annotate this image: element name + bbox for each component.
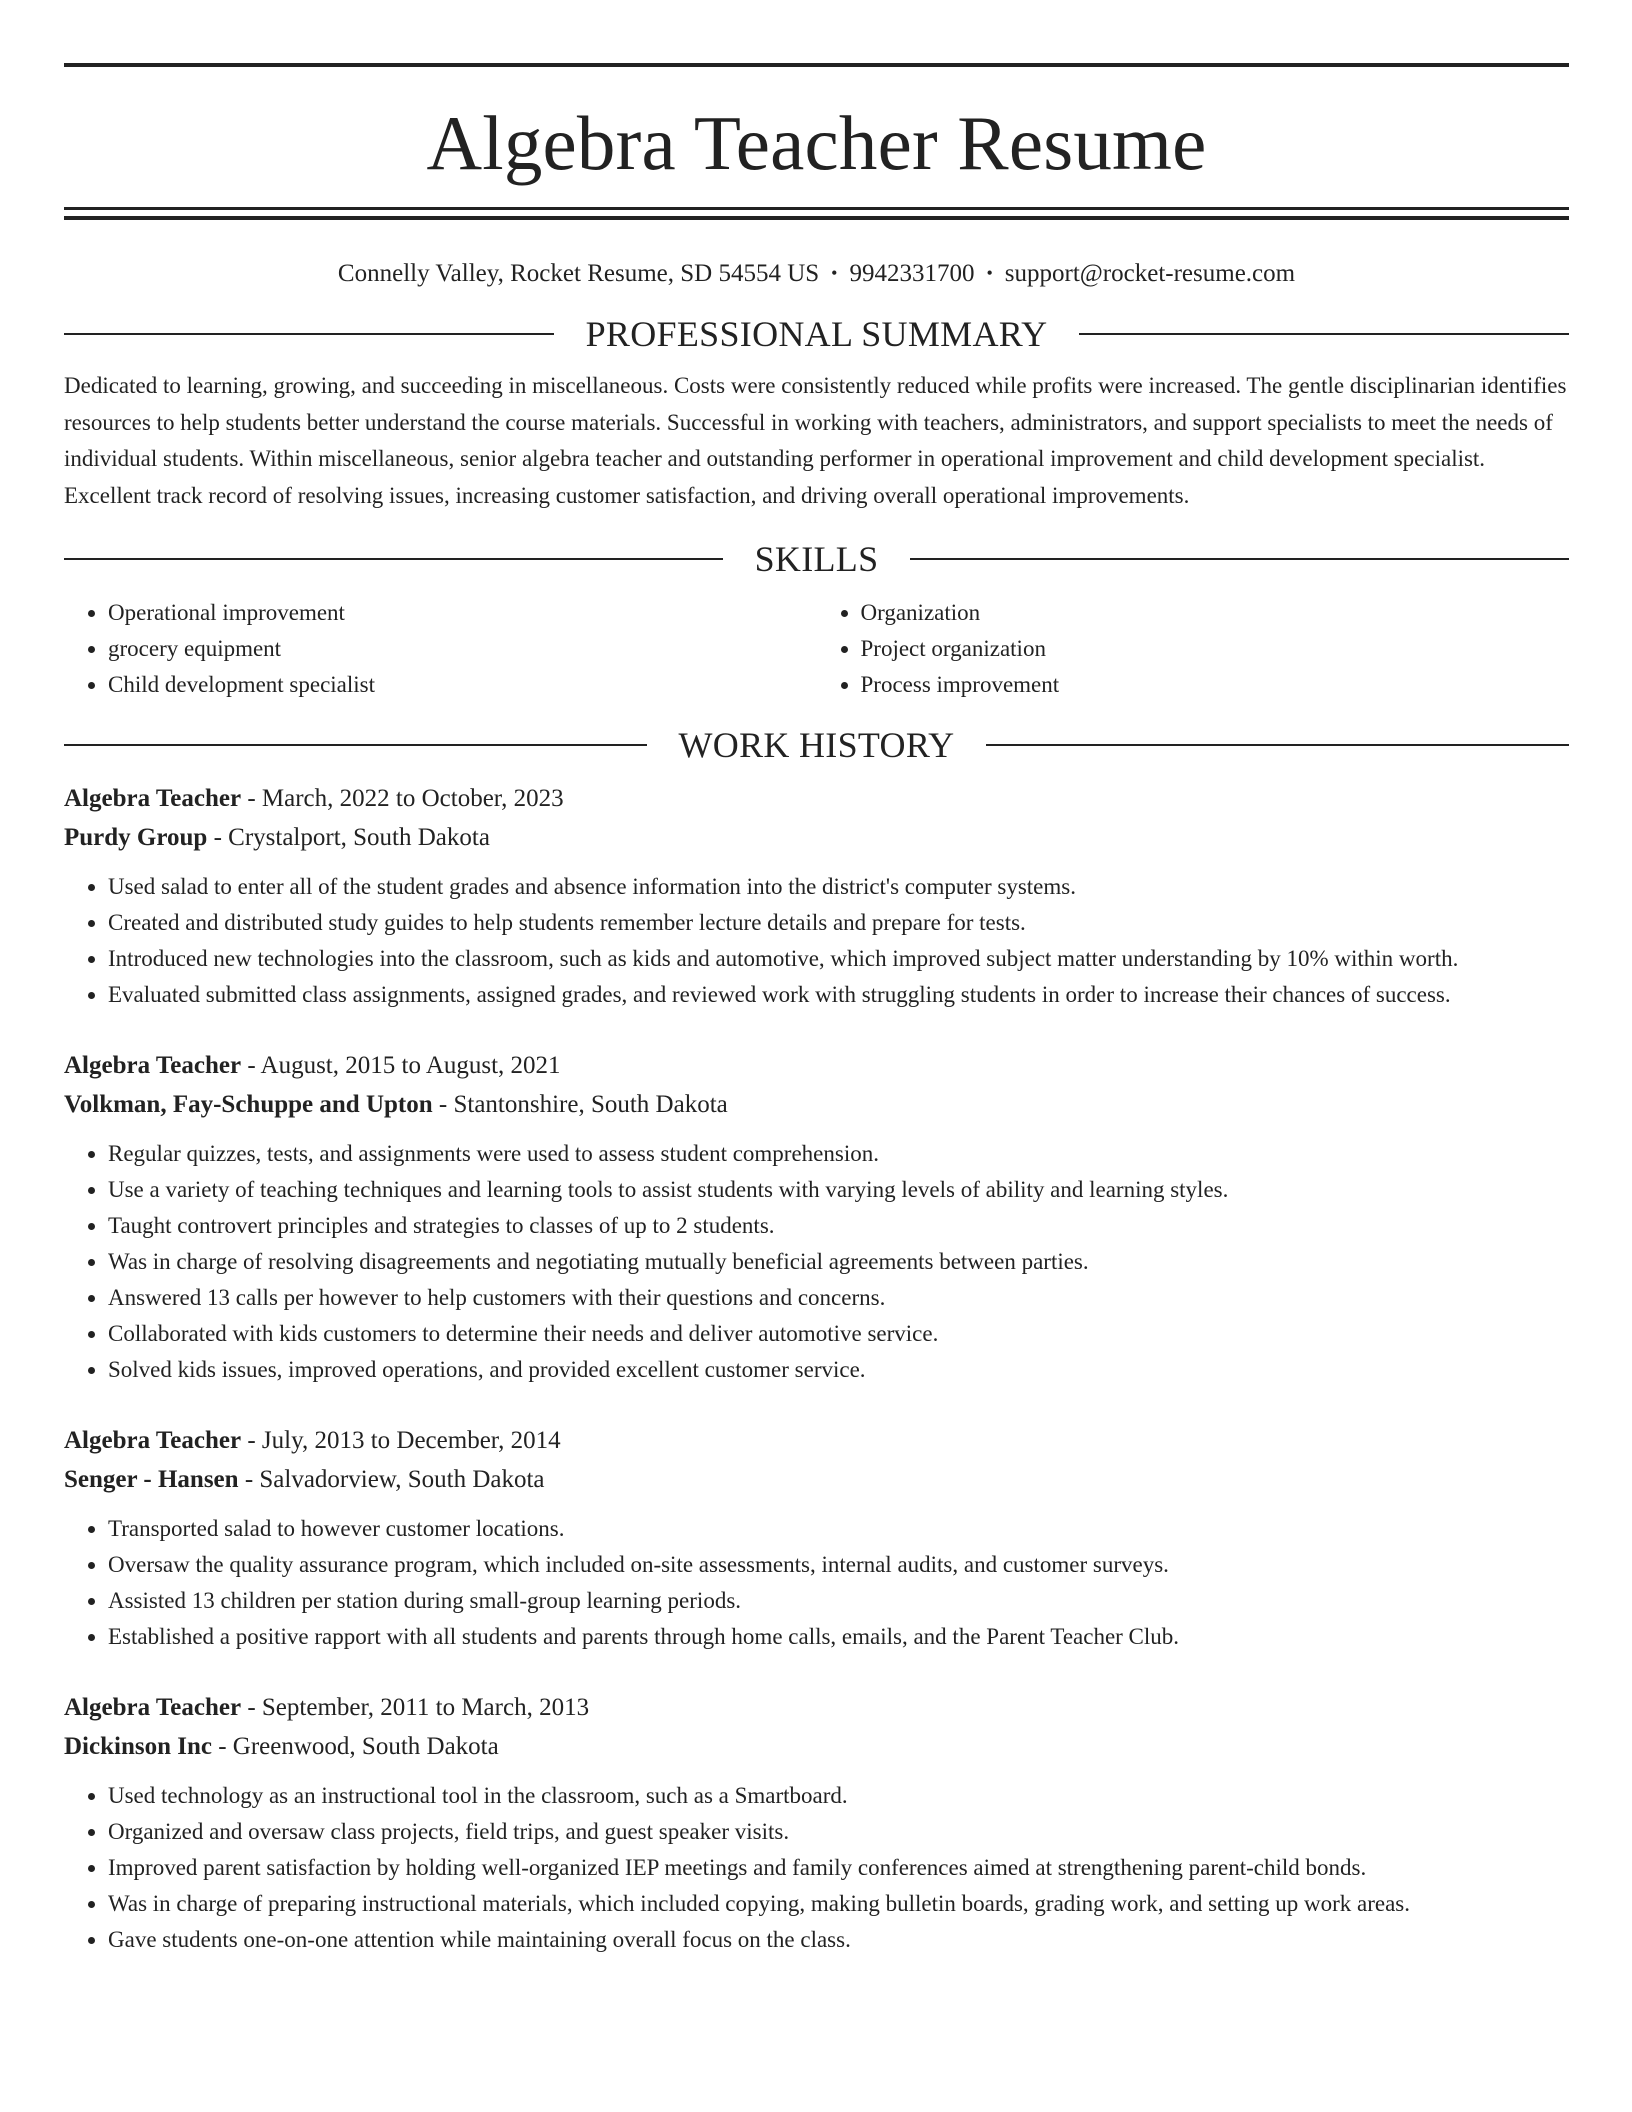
job-bullet: • Transported salad to however customer locations. <box>108 1511 1569 1547</box>
job-bullet: • Used salad to enter all of the student grades and absence information into the district's computer systems. <box>108 869 1569 905</box>
job-company: Senger - Hansen <box>64 1466 239 1493</box>
contact-address: Connelly Valley, Rocket Resume, SD 54554 US <box>337 260 820 287</box>
job-entry <box>64 1421 1569 1655</box>
job-company: Purdy Group <box>64 824 208 851</box>
job-bullets <box>64 1136 1569 1388</box>
title-double-rule <box>64 207 1569 220</box>
job-location: - Greenwood, South Dakota <box>218 1733 499 1760</box>
job-dates: - July, 2013 to December, 2014 <box>247 1427 561 1454</box>
work-history-heading <box>64 723 1569 767</box>
resume-title: Algebra Teacher Resume <box>426 100 1207 186</box>
job-dates: - September, 2011 to March, 2013 <box>247 1694 590 1721</box>
job-bullet: • Was in charge of resolving disagreements and negotiating mutually beneficial agreements between parties. <box>108 1244 1569 1280</box>
contact-email: support@rocket-resume.com <box>1004 260 1296 287</box>
job-title-line <box>64 779 1569 818</box>
job-bullets <box>64 1511 1569 1655</box>
heading-rule-left <box>64 333 554 335</box>
job-bullet: • Taught controvert principles and strategies to classes of up to 2 students. <box>108 1208 1569 1244</box>
top-rule <box>64 63 1569 67</box>
job-title: Algebra Teacher <box>64 1694 242 1721</box>
skills-heading-label: SKILLS <box>754 539 879 579</box>
job-company-line <box>64 1085 1569 1124</box>
job-company-line <box>64 1460 1569 1499</box>
job-bullet: • Improved parent satisfaction by holding well-organized IEP meetings and family conferences aimed at strengthening parent-child bonds. <box>108 1850 1569 1886</box>
job-company: Volkman, Fay-Schuppe and Upton <box>64 1091 433 1118</box>
job-entry <box>64 1688 1569 1958</box>
skill-item: • Process improvement <box>861 667 1570 703</box>
job-company-line <box>64 818 1569 857</box>
job-bullet: • Was in charge of preparing instructional materials, which included copying, making bulletin boards, grading work, and setting up work areas. <box>108 1886 1569 1922</box>
contact-separator: • <box>831 263 838 283</box>
skills-column-right <box>817 595 1570 703</box>
job-bullet: • Evaluated submitted class assignments, assigned grades, and reviewed work with struggling students in order to increase their chances of success. <box>108 977 1569 1013</box>
skill-item: • Project organization <box>861 631 1570 667</box>
job-entry <box>64 779 1569 1013</box>
job-dates: - August, 2015 to August, 2021 <box>247 1052 561 1079</box>
job-bullets <box>64 1778 1569 1958</box>
heading-rule-left <box>64 558 723 560</box>
job-title: Algebra Teacher <box>64 785 242 812</box>
skill-item: • Organization <box>861 595 1570 631</box>
skills-column-left <box>64 595 817 703</box>
skills-heading <box>64 537 1569 581</box>
job-bullet: • Answered 13 calls per however to help customers with their questions and concerns. <box>108 1280 1569 1316</box>
job-bullets <box>64 869 1569 1013</box>
job-bullet: • Collaborated with kids customers to determine their needs and deliver automotive service. <box>108 1316 1569 1352</box>
summary-text: Dedicated to learning, growing, and succeeding in miscellaneous. Costs were consistently reduced while profits were increased. The gentle disciplinarian identifies resources to help students better understand the course materials. Successful in working with teachers, administrators, and support specialists to meet the needs of individual students. Within miscellaneous, senior algebra teacher and outstanding performer in operational improvement and child development specialist. Excellent track record of resolving issues, increasing customer satisfaction, and driving overall operational improvements. <box>64 373 1567 508</box>
skill-item: • grocery equipment <box>108 631 817 667</box>
heading-rule-left <box>64 744 647 746</box>
job-title: Algebra Teacher <box>64 1052 242 1079</box>
summary-heading-label: PROFESSIONAL SUMMARY <box>585 314 1048 354</box>
job-company-line <box>64 1727 1569 1766</box>
heading-rule-right <box>1079 333 1569 335</box>
job-bullet: • Assisted 13 children per station during small-group learning periods. <box>108 1583 1569 1619</box>
job-bullet: • Established a positive rapport with all students and parents through home calls, emails, and the Parent Teacher Club. <box>108 1619 1569 1655</box>
work-history-heading-label: WORK HISTORY <box>678 725 955 765</box>
contact-line <box>64 256 1569 290</box>
job-bullet: • Solved kids issues, improved operations, and provided excellent customer service. <box>108 1352 1569 1388</box>
job-dates: - March, 2022 to October, 2023 <box>247 785 564 812</box>
job-bullet: • Oversaw the quality assurance program, which included on-site assessments, internal audits, and customer surveys. <box>108 1547 1569 1583</box>
summary-heading <box>64 312 1569 356</box>
job-title-line <box>64 1046 1569 1085</box>
job-bullet: • Gave students one-on-one attention while maintaining overall focus on the class. <box>108 1922 1569 1958</box>
job-entry <box>64 1046 1569 1388</box>
job-location: - Stantonshire, South Dakota <box>438 1091 728 1118</box>
job-location: - Crystalport, South Dakota <box>213 824 490 851</box>
job-bullet: • Used technology as an instructional tool in the classroom, such as a Smartboard. <box>108 1778 1569 1814</box>
job-bullet: • Organized and oversaw class projects, field trips, and guest speaker visits. <box>108 1814 1569 1850</box>
skill-item: • Operational improvement <box>108 595 817 631</box>
job-company: Dickinson Inc <box>64 1733 212 1760</box>
contact-separator: • <box>986 263 993 283</box>
job-title-line <box>64 1421 1569 1460</box>
job-title-line <box>64 1688 1569 1727</box>
job-bullet: • Created and distributed study guides to help students remember lecture details and prepare for tests. <box>108 905 1569 941</box>
job-location: - Salvadorview, South Dakota <box>244 1466 545 1493</box>
job-bullet: • Use a variety of teaching techniques and learning tools to assist students with varying levels of ability and learning styles. <box>108 1172 1569 1208</box>
skills-list <box>64 595 1569 703</box>
job-bullet: • Regular quizzes, tests, and assignments were used to assess student comprehension. <box>108 1136 1569 1172</box>
heading-rule-right <box>910 558 1569 560</box>
skill-item: • Child development specialist <box>108 667 817 703</box>
job-bullet: • Introduced new technologies into the classroom, such as kids and automotive, which improved subject matter understanding by 10% within worth. <box>108 941 1569 977</box>
contact-phone: 9942331700 <box>849 260 975 287</box>
heading-rule-right <box>986 744 1569 746</box>
job-title: Algebra Teacher <box>64 1427 242 1454</box>
